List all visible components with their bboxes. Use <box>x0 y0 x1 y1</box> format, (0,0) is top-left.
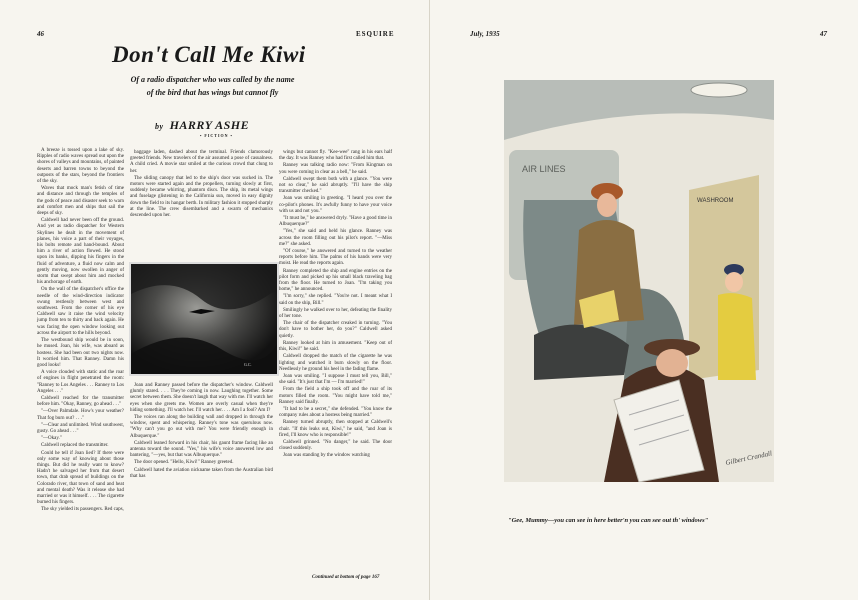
paragraph: The voices ran along the building wall and dropped in through the window, spent and whispering. Ranney's tone was querulous now. "Why can't you go out with me? You were friendly enough in Albuquerque." <box>130 415 273 439</box>
continued-note: Continued at bottom of page 167 <box>312 575 380 580</box>
issue-date: July, 1935 <box>470 30 500 38</box>
paragraph: "Of course," he answered and turned to the weather reports before him. The palms of his hands were very moist. He read the reports again. <box>279 249 392 267</box>
storm-photo <box>129 262 279 376</box>
paragraph: Joan and Ranney passed before the dispatcher's window. Caldwell glumly stared. . . . They're coming in now. Laughing together. Some secret between them. She doesn't laugh that way with me. I'll watch her eyes when she greets me. Women are overly casual when they're hiding something. I'll watch her. I'll watch her. . . . Am I a fool? Am I? <box>130 383 273 413</box>
airliner-cabin-art <box>504 80 774 482</box>
paragraph: Caldwell replaced the transmitter. <box>41 443 109 449</box>
right-page-number: 47 <box>820 30 827 38</box>
left-page-number: 46 <box>37 30 44 38</box>
paragraph: Joan was smiling in greeting. "I heard you over the co-pilot's phones. It's awfully funny to have your voice with us and not you." <box>279 196 392 214</box>
washroom-sign: WASHROOM <box>697 198 734 204</box>
paragraph: Ranney looked at him in amusement. "Keep out of this, Kiwi!" he said. <box>279 340 392 353</box>
paragraph: Joan was smiling. "I suppose I must tell you, Bill," she said. "It's just that I'm — I'm married!" <box>279 373 392 386</box>
paragraph: wings but cannot fly. "Kee-wee" rang in his ears half the day. It was Ranney who had first called him that. <box>279 150 392 162</box>
paragraph: Ranney was talking radio now: "From Kingman on you were coming in clear as a bell," he said. <box>279 163 392 175</box>
magazine-name: ESQUIRE <box>356 30 395 38</box>
paragraph: The sliding canopy that led to the ship's door was sucked in. The motors were started again and the propellers, turning slowly at first, suddenly became whirring, phantom discs. The ship, its metal wings and fuselage glistening in the California sun, moved in easy dignity down the field to its hangar berth. In military fashion it stopped sharply at the line. The crew disembarked and a swarm of mechanics descended upon her. <box>130 175 273 219</box>
article-title: Don't Call Me Kiwi <box>112 42 306 67</box>
paragraph: "—Okay." <box>41 436 62 442</box>
paragraph: "I'm sorry," she replied. "You're not. I meant what I said on the ship, Bill." <box>279 294 392 306</box>
paragraph: Ranney completed the ship and engine entries on the pilot form and picked up his small black traveling bag from the floor. He turned to Joan. "I'm taking you home," he announced. <box>279 268 392 293</box>
text-column-3 <box>279 150 392 573</box>
paragraph: baggage laden, dashed about the terminal. Friends clamorously greeted friends. New travelers of the air assumed a pose of casualness. A child cried. A movie star smiled at the curious crowd that clung to her. <box>130 150 273 174</box>
paragraph: A breeze is tossed upon a lake of sky. Ripples of radio waves spread out upon the shores of valleys and mountains, of painted deserts and barren towns to beyond the outposts of the stars, beyond the frontiers of the sky. <box>37 148 124 185</box>
paragraph: Caldwell swept them both with a glance. "You were not so clear," he said abruptly. "I'll have the ship transmitter checked." <box>279 176 392 195</box>
paragraph: Ranney turned abruptly, then stopped at Caldwell's chair. "If this leaks out, Kiwi," he said, "and Joan is fired, I'll know who is responsible!" <box>279 420 392 438</box>
paragraph: Smilingly he walked over to her, defeating the finality of her tone. <box>279 307 392 320</box>
text-column-1 <box>37 148 124 568</box>
paragraph: "—Clear and unlimited. Wind southwest, gusty. Go ahead . . ." <box>37 422 124 434</box>
paragraph: The chair of the dispatcher creaked in turning. "You don't have to bother her, do you?" Caldwell asked quietly. <box>279 321 392 339</box>
paragraph: "It had to be a secret," she defended. "You know the company rules about a hostess being married." <box>279 406 392 419</box>
paragraph: On the wall of the dispatcher's office the needle of the wind-direction indicator swung restlessly between west and southwest. From the corner of his eye Caldwell saw it raise the wind velocity jump from ten to thirty and back again. He was facing the open window looking out across the airport to the hills beyond. <box>37 287 124 336</box>
illustration-caption: "Gee, Mummy—you can see in here better'n you can see out th' windows" <box>508 517 709 524</box>
byline-prefix: by <box>155 122 164 131</box>
paragraph: Joan was standing by the window watching <box>283 453 370 459</box>
child-coat <box>718 293 756 380</box>
paragraph: The sky yielded its passengers. Red caps, <box>41 507 124 513</box>
paragraph: Caldwell had never been off the ground. And yet as radio dispatcher for Western Skylines he dealt in the movement of planes, his voice a part of their voyages, his bolts remote and hand-bound. About him a river of action flowed. He stood upon its banks, dipping his fingers in the fluid of adventure, a fluid now calm and gently moving, now swollen in anger of storm that swept about him and mocked his anchorage of earth. <box>37 218 124 286</box>
paragraph: "—Over Palmdale. How's your weather? That fog burn out? . . ." <box>37 409 124 421</box>
text-column-2-bottom <box>130 383 273 578</box>
paragraph: The westbound ship would be in soon, he mused. Joan, his wife, was aboard as hostess. She had been out two nights now. It worried him. That Ranney. Damn his good looks! <box>37 338 124 368</box>
photo-credit: G.C. <box>244 362 252 367</box>
paragraph: Caldwell hated the aviation nickname taken from the Australian bird that has <box>130 467 273 479</box>
paragraph: Caldwell reached for the transmitter before him. "Okay, Ranney, go ahead . . ." <box>37 395 124 408</box>
paragraph: Caldwell leaned forward in his chair, his gaunt frame facing like an antenna toward the sound. "Yes," his wife's voice answered low and bantering, "—yes, but that was Albuquerque." <box>130 440 273 459</box>
air-lines-sign: AIR LINES <box>522 164 566 174</box>
paragraph: "It must be," he answered dryly. "Have a good time in Albuquerque?" <box>279 216 392 228</box>
paragraph: A voice clouded with static and the roar of engines in flight penetrated the room: "Ranney to Los Angeles . . . Ranney to Los Angeles . . ." <box>37 370 124 394</box>
paragraph: Caldwell dropped the match of the cigarette he was lighting and watched it burn slowly on the floor. Needlessly he ground his heel in the fading flame. <box>279 354 392 372</box>
storm-clouds-image <box>131 264 277 374</box>
byline <box>155 118 249 133</box>
paragraph: Caldwell grinned. "No danger," he said. The door closed suddenly. <box>279 439 392 452</box>
paragraph: Could he tell if Joan lied? If there were only some way of knowing about those things. But did he really want to know? Hadn't he salvaged her from that desert town, that drab spread of buildings on the Colorado river, that town of sand and heat and mental death? Was it release she had married or was it himself. . . . The cigarette burned his fingers. <box>37 450 124 506</box>
paragraph: From the field a ship took off and the roar of its motors filled the room. "You might have told me," Ranney said finally. <box>279 387 392 405</box>
paragraph: "Yes," she said and held his glance. Ranney was across the room filling out his pilot's report. "—Miss me?" she asked. <box>279 229 392 247</box>
cabin-illustration <box>504 80 774 482</box>
article-deck: Of a radio dispatcher who was called by the name of the bird that has wings but cannot fly <box>130 75 295 97</box>
section-label: • FICTION • <box>200 133 233 138</box>
artist-signature: Gilbert Crandall <box>724 449 773 467</box>
author-name: HARRY ASHE <box>169 118 250 132</box>
paragraph: Waves that mock man's fetish of time and distance and through the temples of the gods of peace and disaster seek to warn and comfort men and ships that sail the deeps of sky. <box>37 186 124 217</box>
paragraph: The door opened. "Hello, Kiwi!" Ranney greeted. <box>134 460 234 466</box>
text-column-2-top <box>130 150 273 255</box>
